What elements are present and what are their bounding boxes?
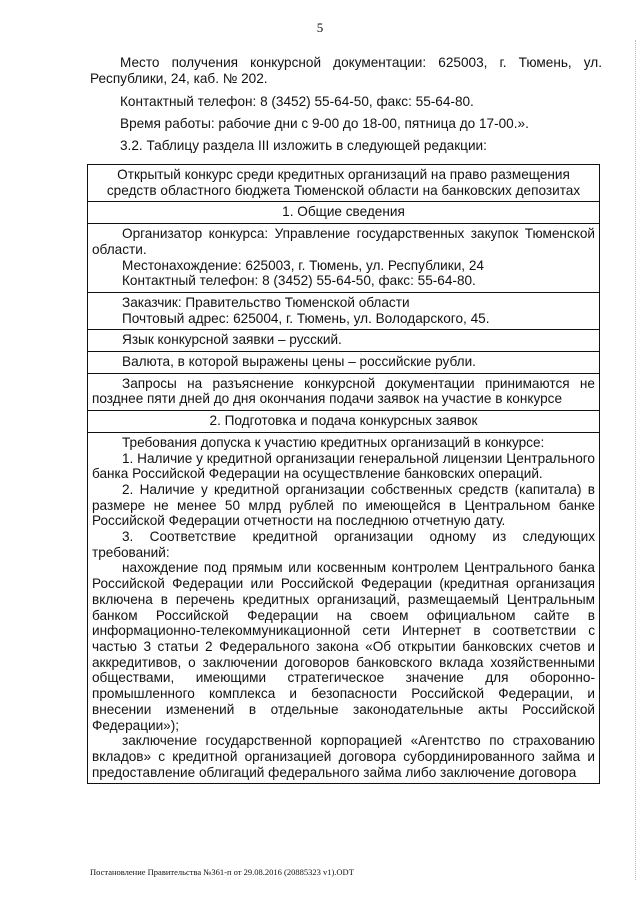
intro-text xyxy=(90,55,602,160)
document-footer: Постановление Правительства №361-п от 29.08.2016 (20885323 v1).ODT xyxy=(90,867,354,877)
section-general-text: 1. Общие сведения xyxy=(282,204,405,220)
language-text: Язык конкурсной заявки – русский. xyxy=(122,332,342,348)
requirements-intro: Требования допуска к участию кредитных организаций в конкурсе: xyxy=(122,434,545,450)
currency-text: Валюта, в которой выражены цены – российские рубли. xyxy=(122,354,476,370)
organizer-location: Местонахождение: 625003, г. Тюмень, ул. Республики, 24 xyxy=(122,257,484,273)
section-submission-text: 2. Подготовка и подача конкурсных заявок xyxy=(209,413,478,429)
intro-item-line: 3.2. Таблицу раздела III изложить в следующей редакции: xyxy=(120,138,487,153)
table-title xyxy=(88,165,599,201)
section-submission-header xyxy=(88,410,599,432)
language-cell xyxy=(88,329,599,351)
requirement-3a: нахождение под прямым или косвенным контролем Центрального банка Российской Федерации или Российской Федерации (кредитная организация включена в перечень кредитных организаций, размещаемый Центральным банком Российской Федерации на своем официальном сайте в информационно-телекоммуникационной сети Интернет в соответствии с частью 3 статьи 2 Федерального закона «Об открытии банковских счетов и аккредитивов, о заключении договоров банковского вклада хозяйственными обществами, имеющими стратегическое значение для оборонно-промышленного комплекса и безопасности Российской Федерации, и внесении изменений в отдельные законодательные акты Российской Федерации»); xyxy=(92,560,595,733)
page-number: 5 xyxy=(316,20,324,35)
intro-hours-line: Время работы: рабочие дни с 9-00 до 18-00, пятница до 17-00.». xyxy=(120,116,529,131)
customer-cell xyxy=(88,292,599,329)
competition-table xyxy=(87,164,600,784)
requirements-cell xyxy=(88,432,599,783)
scan-edge-line xyxy=(635,40,636,880)
requests-text: Запросы на разъяснение конкурсной документации принимаются не позднее пяти дней до дня окончания подачи заявок на участие в конкурсе xyxy=(92,375,595,407)
currency-cell xyxy=(88,351,599,373)
requirement-2: 2. Наличие у кредитной организации собственных средств (капитала) в размере не менее 50 млрд рублей по имеющейся в Центральном банке Российской Федерации отчетности на последнюю отчетную дату. xyxy=(92,481,595,529)
section-general-header xyxy=(88,201,599,223)
customer-address: Почтовый адрес: 625004, г. Тюмень, ул. Володарского, 45. xyxy=(122,310,490,326)
organizer-cell xyxy=(88,223,599,292)
intro-place-line: Место получения конкурсной документации: 625003, г. Тюмень, ул. Республики, 24, каб. № 202. xyxy=(90,55,602,86)
requests-cell xyxy=(88,373,599,410)
requirement-3b: заключение государственной корпорацией «Агентство по страхованию вкладов» с кредитной организацией договора субординированного займа и предоставление облигаций федерального займа либо заключение договора xyxy=(92,733,595,780)
organizer-phone: Контактный телефон: 8 (3452) 55-64-50, факс: 55-64-80. xyxy=(122,273,476,289)
customer-text: Заказчик: Правительство Тюменской области xyxy=(122,294,410,310)
requirement-1: 1. Наличие у кредитной организации генеральной лицензии Центрального банка Российской Федерации на осуществление банковских операций. xyxy=(92,450,595,482)
intro-phone-line: Контактный телефон: 8 (3452) 55-64-50, факс: 55-64-80. xyxy=(120,94,474,109)
requirement-3: 3. Соответствие кредитной организации одному из следующих требований: xyxy=(92,529,595,560)
table-title-text: Открытый конкурс среди кредитных организаций на право размещения средств областного бюджета Тюменской области на банковских депозитах xyxy=(106,167,581,198)
organizer-text: Организатор конкурса: Управление государственных закупок Тюменской области. xyxy=(92,226,595,257)
